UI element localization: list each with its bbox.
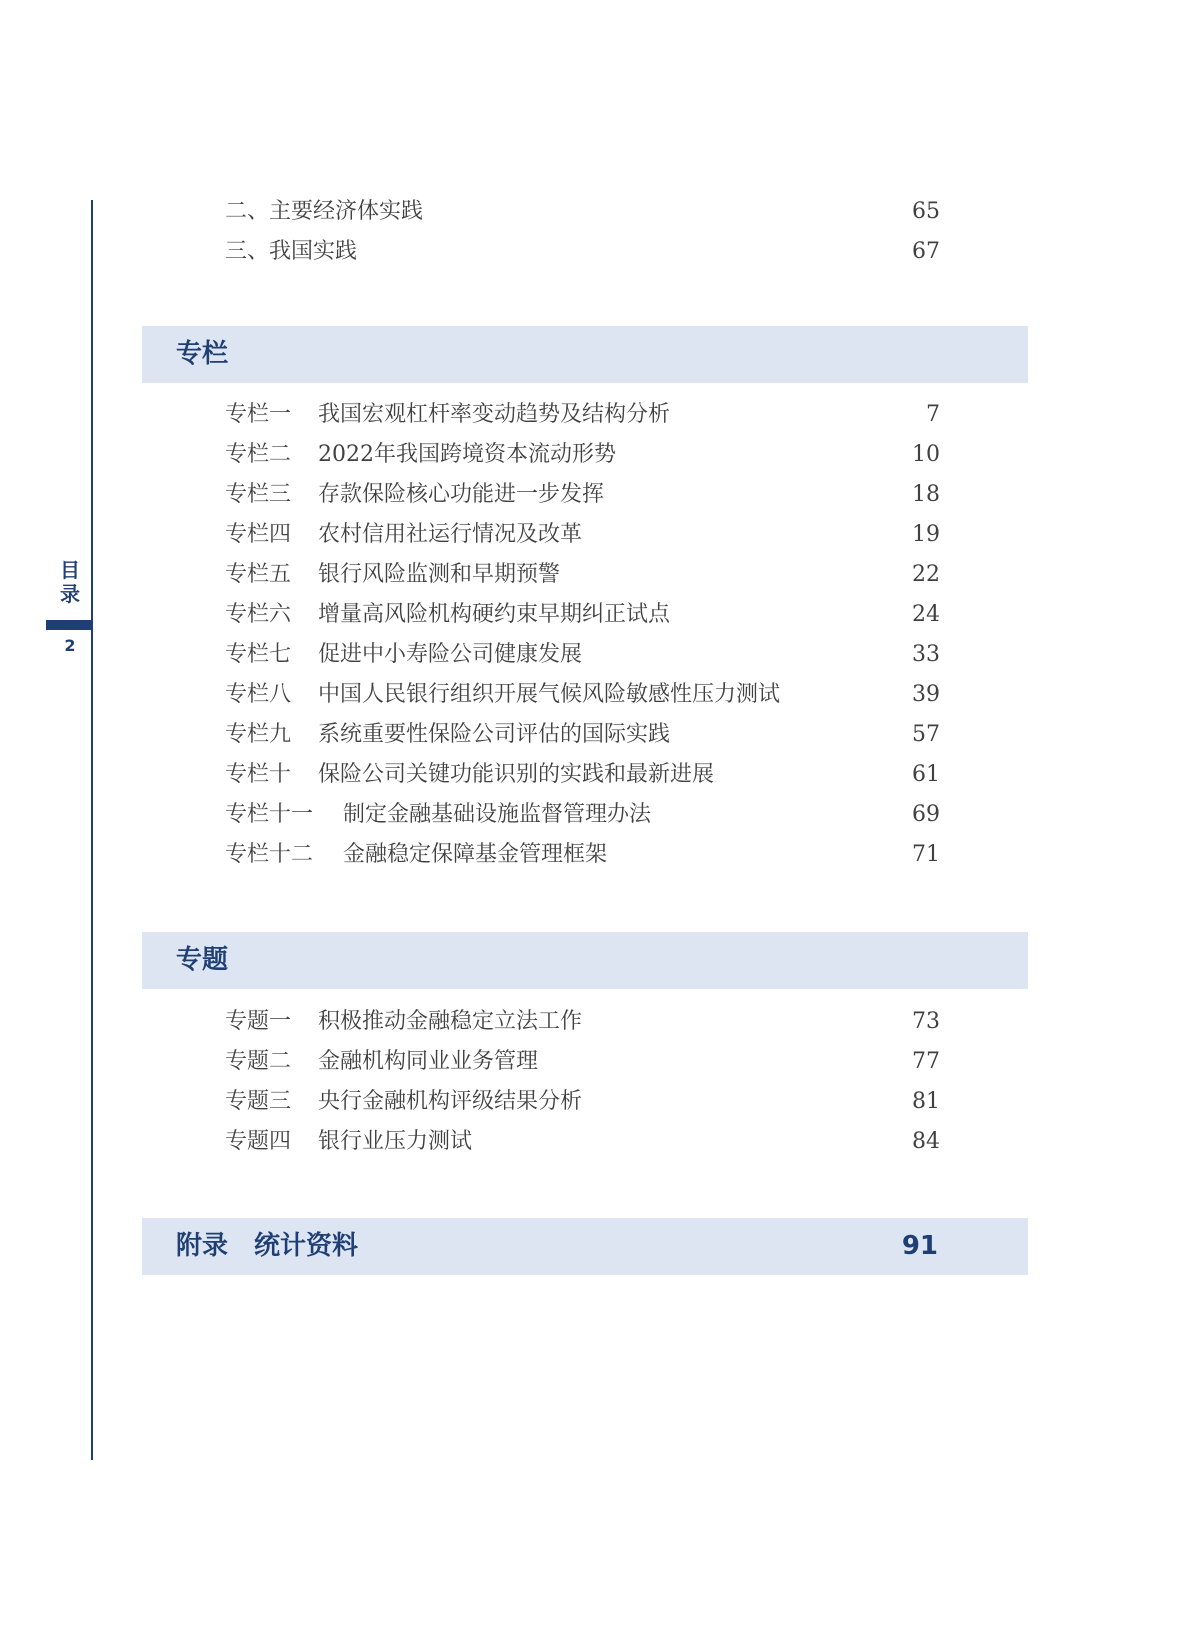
toc-entry-label: 专题三 xyxy=(225,1089,292,1114)
toc-entry-title: 金融机构同业业务管理 xyxy=(318,1049,539,1074)
toc-entry-label: 专栏四 xyxy=(225,522,292,547)
toc-entry-title: 银行风险监测和早期预警 xyxy=(318,562,561,587)
toc-entry[interactable] xyxy=(225,598,940,632)
section-title: 专题 xyxy=(176,945,229,975)
toc-entry-label: 专栏十二 xyxy=(225,842,314,867)
toc-entry-page: 77 xyxy=(912,1049,940,1074)
toc-entry-page: 67 xyxy=(912,239,940,264)
toc-entry-page: 57 xyxy=(912,722,940,747)
toc-entry-page: 65 xyxy=(912,199,940,224)
toc-entry-page: 39 xyxy=(912,682,940,707)
toc-entry[interactable] xyxy=(225,558,940,592)
toc-entry-title: 存款保险核心功能进一步发挥 xyxy=(318,482,605,507)
toc-entry-label: 专题四 xyxy=(225,1129,292,1154)
appendix-entry[interactable] xyxy=(142,1218,1028,1275)
toc-entry-page: 71 xyxy=(912,842,940,867)
toc-entry-label: 专栏十一 xyxy=(225,802,314,827)
toc-entry-page: 10 xyxy=(912,442,940,467)
toc-entry-page: 33 xyxy=(912,642,940,667)
section-title: 专栏 xyxy=(176,339,229,369)
toc-entry-title: 央行金融机构评级结果分析 xyxy=(318,1089,583,1114)
appendix-page: 91 xyxy=(901,1231,938,1261)
toc-entry-page: 7 xyxy=(926,402,940,427)
toc-entry-label: 专题一 xyxy=(225,1009,292,1034)
toc-entry-label: 专栏五 xyxy=(225,562,292,587)
toc-entry-page: 84 xyxy=(912,1129,940,1154)
toc-entry-page: 73 xyxy=(912,1009,940,1034)
toc-entry-label: 专栏六 xyxy=(225,602,292,627)
toc-entry-label: 三、我国实践 xyxy=(225,239,358,264)
toc-entry-title: 增量高风险机构硬约束早期纠正试点 xyxy=(318,602,671,627)
toc-entry-label: 专栏一 xyxy=(225,402,292,427)
toc-entry-label: 专栏十 xyxy=(225,762,292,787)
toc-entry[interactable] xyxy=(225,438,940,472)
toc-entry[interactable] xyxy=(225,1125,940,1159)
toc-entry[interactable] xyxy=(225,638,940,672)
toc-entry-title: 我国宏观杠杆率变动趋势及结构分析 xyxy=(318,402,671,427)
toc-entry-page: 69 xyxy=(912,802,940,827)
toc-entry[interactable] xyxy=(225,1085,940,1119)
toc-entry[interactable] xyxy=(225,235,940,269)
toc-entry-page: 61 xyxy=(912,762,940,787)
toc-entry[interactable] xyxy=(225,398,940,432)
toc-entry-page: 24 xyxy=(912,602,940,627)
toc-entry-title: 农村信用社运行情况及改革 xyxy=(318,522,583,547)
toc-entry[interactable] xyxy=(225,838,940,872)
toc-entry-label: 专栏七 xyxy=(225,642,292,667)
toc-entry-label: 专栏三 xyxy=(225,482,292,507)
toc-entry-title: 银行业压力测试 xyxy=(318,1129,473,1154)
toc-entry-title: 系统重要性保险公司评估的国际实践 xyxy=(318,722,671,747)
toc-entry-page: 18 xyxy=(912,482,940,507)
section-header-zhuanti xyxy=(142,932,1028,989)
toc-entry[interactable] xyxy=(225,195,940,229)
section-header-zhuanlan xyxy=(142,326,1028,383)
toc-entry-title: 中国人民银行组织开展气候风险敏感性压力测试 xyxy=(318,682,781,707)
toc-entry[interactable] xyxy=(225,798,940,832)
toc-entry-page: 81 xyxy=(912,1089,940,1114)
toc-entry-label: 专栏二 xyxy=(225,442,292,467)
toc-entry-title: 保险公司关键功能识别的实践和最新进展 xyxy=(318,762,715,787)
toc-entry[interactable] xyxy=(225,1005,940,1039)
toc-entry-title: 2022年我国跨境资本流动形势 xyxy=(318,442,616,467)
toc-entry[interactable] xyxy=(225,718,940,752)
toc-side-label: 目录 xyxy=(60,558,80,606)
toc-entry-title: 积极推动金融稳定立法工作 xyxy=(318,1009,583,1034)
toc-entry[interactable] xyxy=(225,1045,940,1079)
side-marker-bar xyxy=(46,620,92,630)
margin-rule xyxy=(91,200,93,1460)
toc-entry-label: 专题二 xyxy=(225,1049,292,1074)
toc-entry-label: 专栏八 xyxy=(225,682,292,707)
page-number: 2 xyxy=(64,636,76,655)
appendix-title: 附录 统计资料 xyxy=(176,1231,359,1261)
toc-entry-page: 19 xyxy=(912,522,940,547)
toc-entry[interactable] xyxy=(225,678,940,712)
toc-entry[interactable] xyxy=(225,518,940,552)
toc-entry[interactable] xyxy=(225,478,940,512)
toc-entry-title: 促进中小寿险公司健康发展 xyxy=(318,642,583,667)
toc-entry-page: 22 xyxy=(912,562,940,587)
toc-entry-title: 制定金融基础设施监督管理办法 xyxy=(343,802,652,827)
toc-entry-title: 金融稳定保障基金管理框架 xyxy=(343,842,608,867)
toc-entry-label: 二、主要经济体实践 xyxy=(225,199,424,224)
toc-entry-label: 专栏九 xyxy=(225,722,292,747)
toc-entry[interactable] xyxy=(225,758,940,792)
